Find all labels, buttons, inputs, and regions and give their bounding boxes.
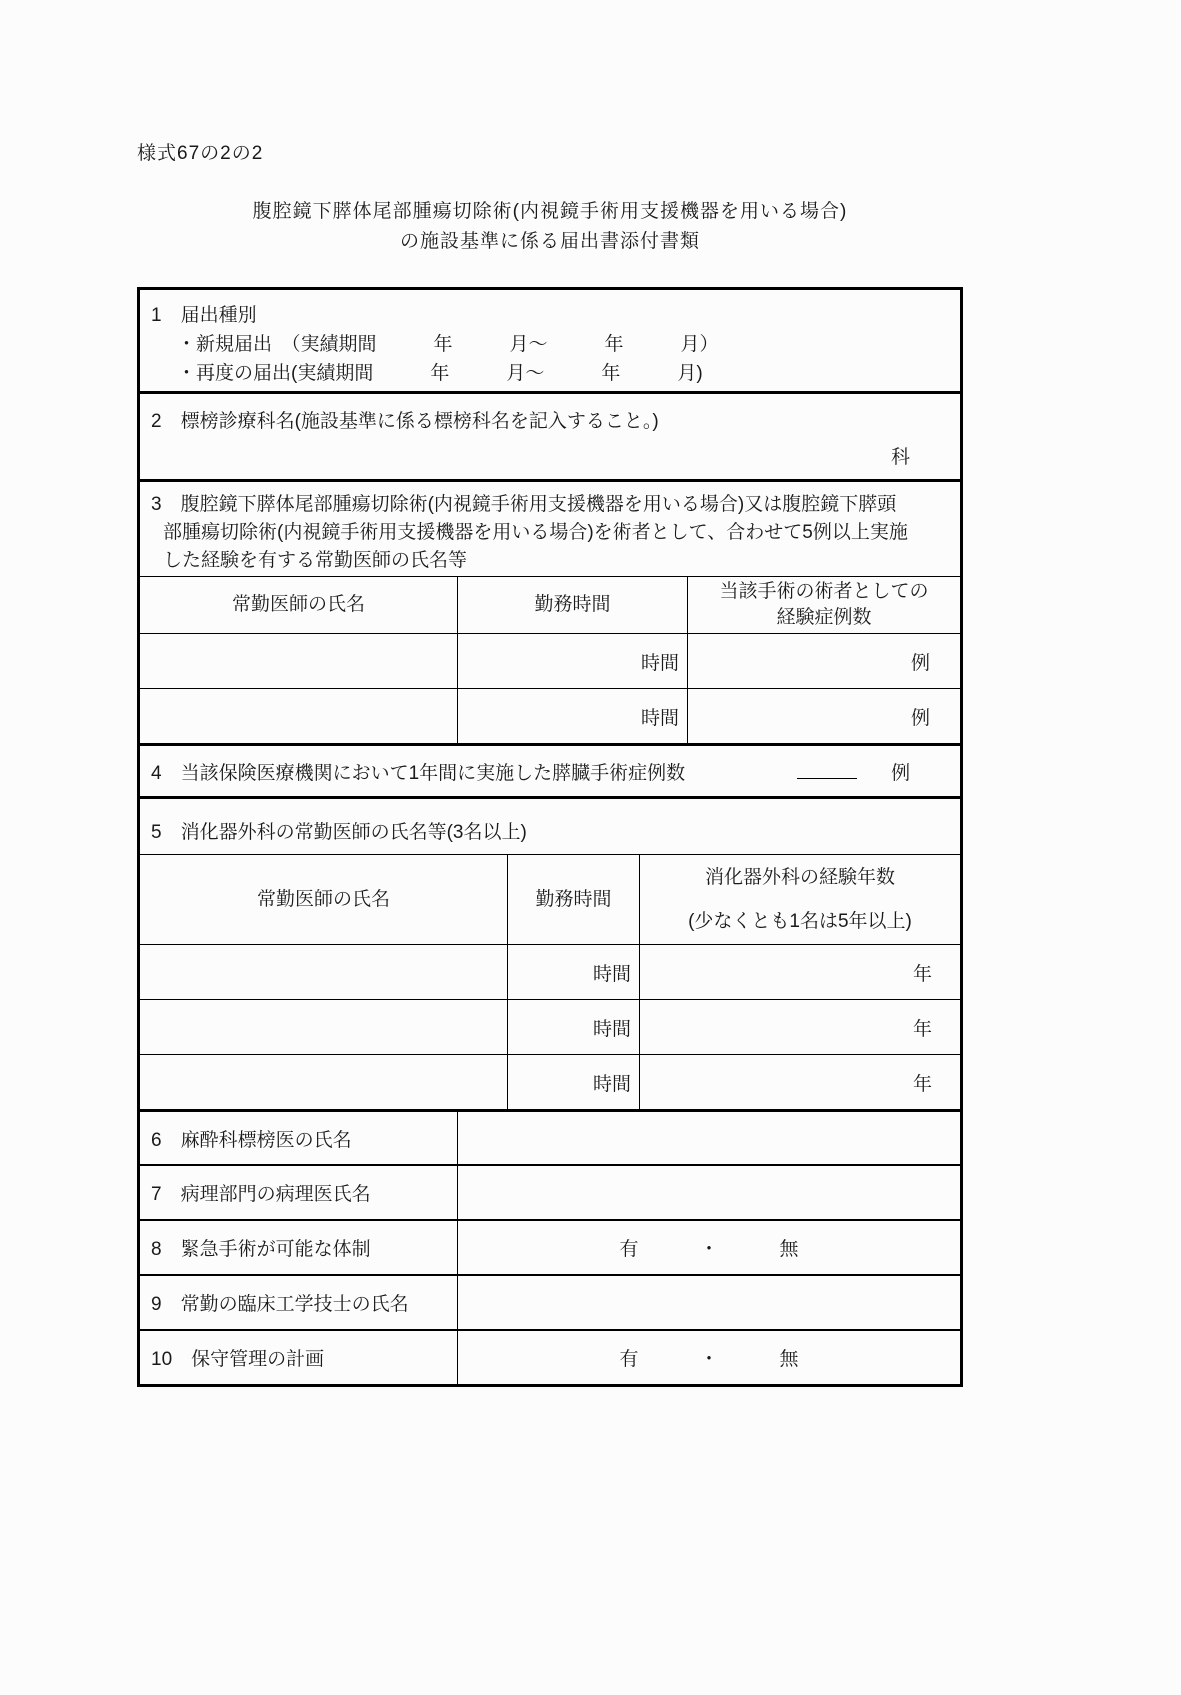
pathologist-name-cell[interactable] bbox=[458, 1166, 960, 1219]
surgeon-table-header-row bbox=[140, 576, 960, 633]
section-8-emergency-surgery bbox=[140, 1219, 960, 1274]
section-3-text-line1: 3 腹腔鏡下膵体尾部腫瘍切除術(内視鏡手術用支援機器を用いる場合)又は腹腔鏡下膵頭 bbox=[151, 494, 897, 515]
section-3-text-line2: 部腫瘍切除術(内視鏡手術用支援機器を用いる場合)を術者として、合わせて5例以上実施 bbox=[163, 522, 908, 543]
clinical-engineer-name-cell[interactable] bbox=[458, 1276, 960, 1329]
section-4-annual-cases bbox=[140, 743, 960, 796]
gastro-name-cell-1[interactable] bbox=[140, 945, 508, 999]
gastro-years-cell-2[interactable]: 年 bbox=[912, 1018, 932, 1040]
section-7-pathologist bbox=[140, 1164, 960, 1219]
choice-yes[interactable]: 有 bbox=[619, 1239, 639, 1260]
gastro-table-header-name: 常勤医師の氏名 bbox=[140, 855, 508, 944]
surgeon-hours-cell-1[interactable]: 時間 bbox=[458, 634, 688, 688]
gastro-hours-cell-2[interactable]: 時間 bbox=[508, 1000, 640, 1054]
section-1-heading: 1 届出種別 bbox=[151, 305, 257, 326]
gastro-table-header-years bbox=[640, 855, 960, 944]
choice-separator-dot: ・ bbox=[699, 1349, 719, 1370]
emergency-surgery-choice bbox=[458, 1221, 960, 1274]
gastro-name-cell-2[interactable] bbox=[140, 1000, 508, 1054]
surgeon-cases-cell-1[interactable]: 例 bbox=[910, 652, 930, 674]
form-number: 様式67の2の2 bbox=[137, 143, 264, 164]
surgeon-table-row-2 bbox=[140, 688, 960, 743]
choice-no[interactable]: 無 bbox=[779, 1349, 799, 1370]
gastro-table-header-years-line1: 消化器外科の経験年数 bbox=[704, 866, 895, 888]
form-table bbox=[137, 287, 963, 1387]
gastro-table-header-hours: 勤務時間 bbox=[508, 855, 640, 944]
section-2-department bbox=[140, 391, 960, 479]
gastro-table-header-row bbox=[140, 854, 960, 944]
surgeon-table-header-cases bbox=[688, 577, 960, 633]
choice-yes[interactable]: 有 bbox=[619, 1349, 639, 1370]
surgeon-table-header-hours: 勤務時間 bbox=[458, 577, 688, 633]
section-5-gastro-surgeons bbox=[140, 796, 960, 1109]
option-renotification[interactable]: ・再度の届出(実績期間 年 月～ 年 月) bbox=[177, 363, 703, 384]
section-3-description bbox=[140, 482, 960, 576]
section-7-label: 7 病理部門の病理医氏名 bbox=[140, 1166, 458, 1219]
gastro-table-row-2 bbox=[140, 999, 960, 1054]
option-new-notification[interactable]: ・新規届出 （実績期間 年 月～ 年 月） bbox=[177, 334, 719, 355]
surgeon-experience-table bbox=[140, 576, 960, 743]
department-unit-label: 科 bbox=[890, 447, 910, 468]
surgeon-table-row-1 bbox=[140, 633, 960, 688]
anesthesiologist-name-cell[interactable] bbox=[458, 1112, 960, 1164]
section-2-heading: 2 標榜診療科名(施設基準に係る標榜科名を記入すること。) bbox=[151, 411, 659, 432]
surgeon-name-cell-1[interactable] bbox=[140, 634, 458, 688]
document-title bbox=[137, 197, 963, 257]
section-9-clinical-engineer bbox=[140, 1274, 960, 1329]
choice-no[interactable]: 無 bbox=[779, 1239, 799, 1260]
section-8-label: 8 緊急手術が可能な体制 bbox=[140, 1221, 458, 1274]
section-3-surgeon-experience bbox=[140, 479, 960, 743]
gastro-table-row-1 bbox=[140, 944, 960, 999]
surgeon-table-header-name: 常勤医師の氏名 bbox=[140, 577, 458, 633]
section-6-label: 6 麻酔科標榜医の氏名 bbox=[140, 1112, 458, 1164]
surgeon-hours-cell-2[interactable]: 時間 bbox=[458, 689, 688, 743]
gastro-hours-cell-1[interactable]: 時間 bbox=[508, 945, 640, 999]
choice-separator-dot: ・ bbox=[699, 1239, 719, 1260]
gastro-table-row-3 bbox=[140, 1054, 960, 1109]
maintenance-plan-choice bbox=[458, 1331, 960, 1384]
section-3-text-line3: した経験を有する常勤医師の氏名等 bbox=[163, 550, 468, 571]
document-title-line1: 腹腔鏡下膵体尾部腫瘍切除術(内視鏡手術用支援機器を用いる場合) bbox=[252, 201, 848, 222]
section-1-notification-type bbox=[140, 290, 960, 391]
document-title-line2: の施設基準に係る届出書添付書類 bbox=[399, 231, 700, 252]
gastro-surgeons-table bbox=[140, 854, 960, 1109]
section-10-label: 10 保守管理の計画 bbox=[140, 1331, 458, 1384]
section-9-label: 9 常勤の臨床工学技士の氏名 bbox=[140, 1276, 458, 1329]
section-5-heading: 5 消化器外科の常勤医師の氏名等(3名以上) bbox=[151, 822, 527, 843]
section-6-anesthesiologist bbox=[140, 1109, 960, 1164]
section-10-maintenance-plan bbox=[140, 1329, 960, 1384]
gastro-name-cell-3[interactable] bbox=[140, 1055, 508, 1109]
case-count-blank[interactable] bbox=[797, 763, 857, 779]
gastro-years-cell-3[interactable]: 年 bbox=[912, 1073, 932, 1095]
gastro-years-cell-1[interactable]: 年 bbox=[912, 963, 932, 985]
section-4-heading: 4 当該保険医療機関において1年間に実施した膵臓手術症例数 bbox=[151, 762, 686, 784]
case-count-unit-label: 例 bbox=[891, 762, 911, 784]
surgeon-cases-cell-2[interactable]: 例 bbox=[910, 707, 930, 729]
surgeon-table-header-cases-line1: 当該手術の術者としての bbox=[719, 581, 929, 602]
surgeon-table-header-cases-line2: 経験症例数 bbox=[776, 607, 872, 628]
gastro-table-header-years-line2: (少なくとも1名は5年以上) bbox=[688, 910, 912, 932]
surgeon-name-cell-2[interactable] bbox=[140, 689, 458, 743]
gastro-hours-cell-3[interactable]: 時間 bbox=[508, 1055, 640, 1109]
